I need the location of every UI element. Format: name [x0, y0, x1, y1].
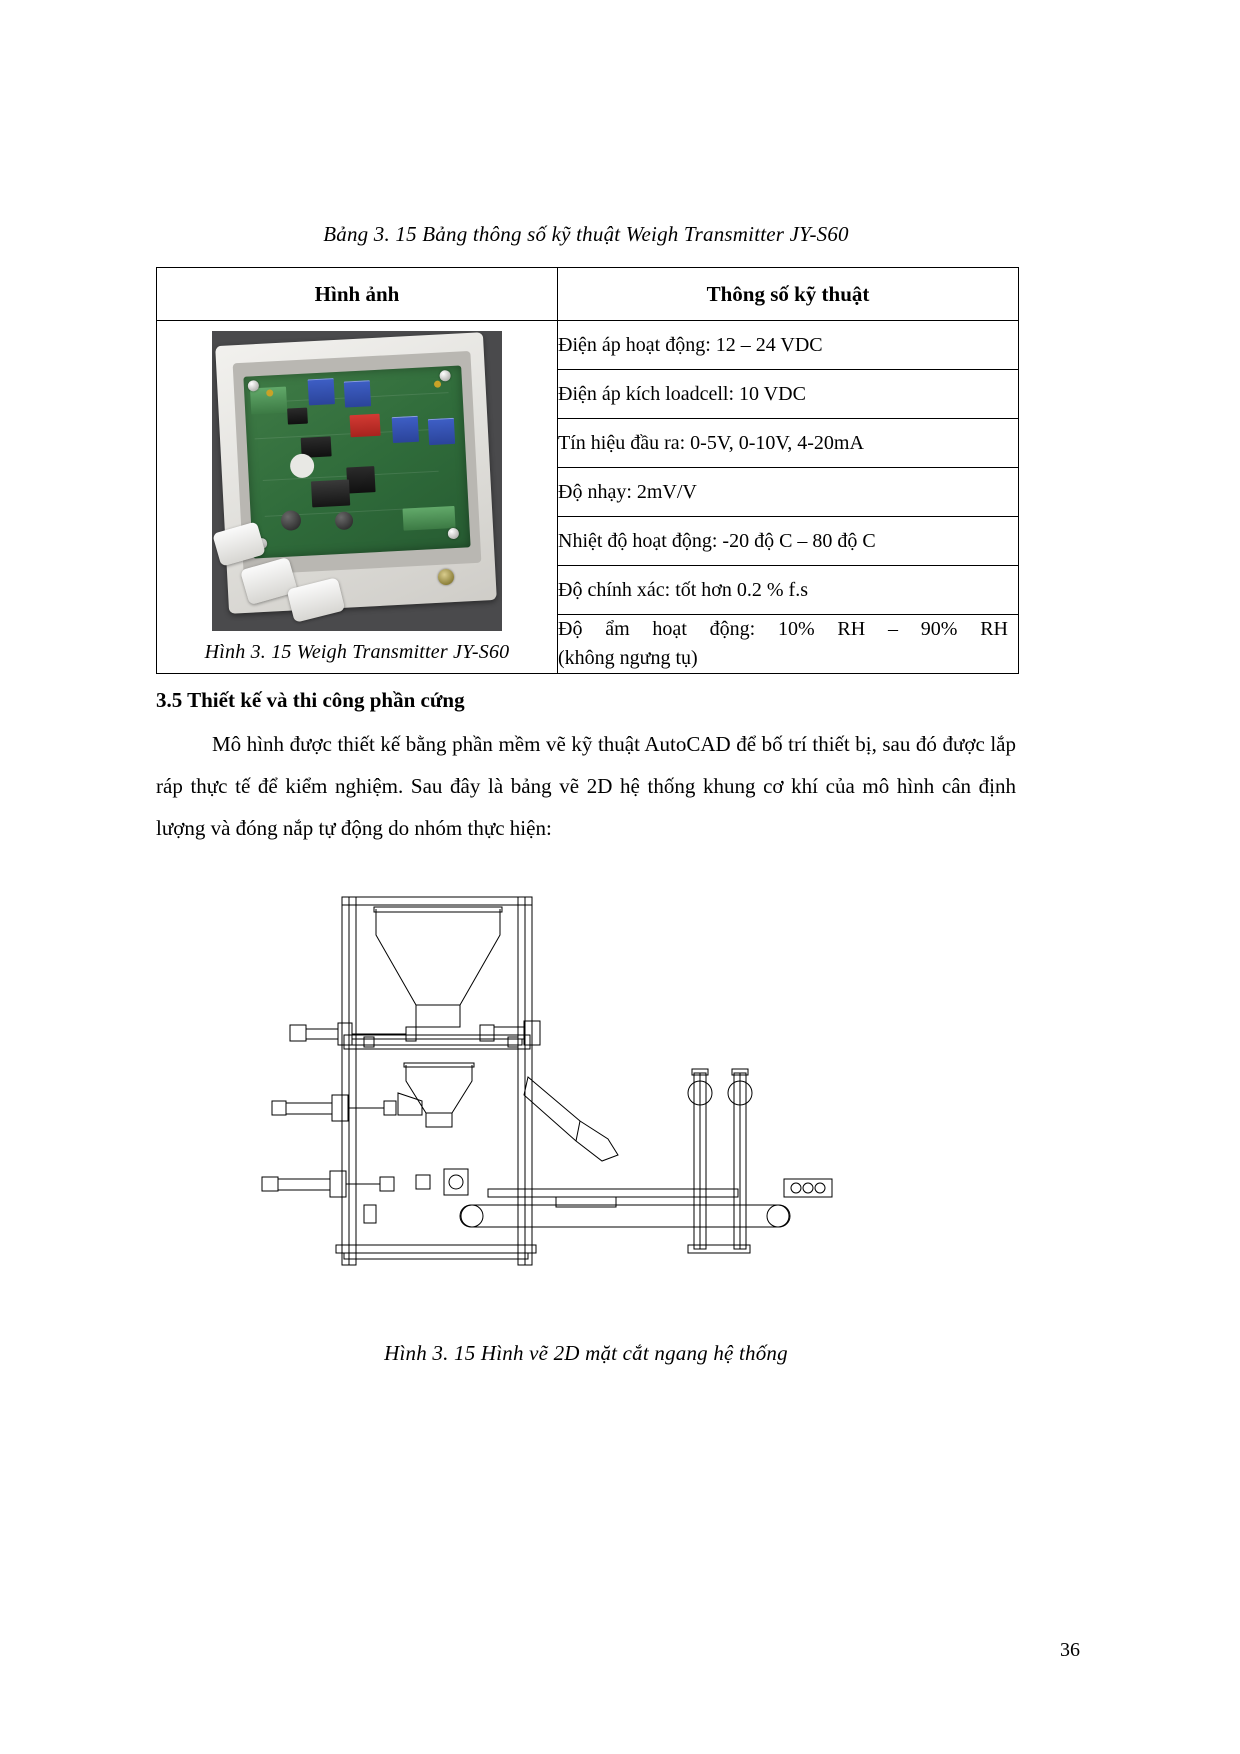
spec-value-sensitivity: Độ nhạy: 2mV/V: [558, 468, 1019, 517]
pcb-board: [243, 365, 470, 558]
spec-table-head: [157, 268, 1019, 321]
image-figure-caption: Hình 3. 15 Weigh Transmitter JY-S60: [204, 640, 510, 663]
spec-value-operating-humidity: [558, 615, 1019, 674]
section-paragraph: Mô hình được thiết kế bằng phần mềm vẽ kỹ thuật AutoCAD để bố trí thiết bị, sau đó được lắp ráp thực tế để kiểm nghiệm. Sau đây là bảng vẽ 2D hệ thống khung cơ khí của mô hình cân định lượng và đóng nắp tự động do nhóm thực hiện:: [156, 732, 1016, 840]
spec-value-operating-voltage: Điện áp hoạt động: 12 – 24 VDC: [558, 321, 1019, 370]
cad-drawing-figure: [156, 879, 1016, 1299]
spec-value-operating-temperature: Nhiệt độ hoạt động: -20 độ C – 80 độ C: [558, 517, 1019, 566]
spec-value-output-signal: Tín hiệu đầu ra: 0-5V, 0-10V, 4-20mA: [558, 419, 1019, 468]
spec-value-loadcell-excitation: Điện áp kích loadcell: 10 VDC: [558, 370, 1019, 419]
page-number: 36: [1060, 1639, 1080, 1661]
table-header-row: [157, 268, 1019, 321]
column-header-image: Hình ảnh: [157, 268, 558, 321]
spec-table-body: [157, 321, 1019, 674]
spec-value-accuracy: Độ chính xác: tốt hơn 0.2 % f.s: [558, 566, 1019, 615]
column-header-spec: Thông số kỹ thuật: [558, 268, 1019, 321]
page-content: [156, 0, 1016, 1366]
mounting-hole: [438, 569, 454, 585]
spec-humidity-line-1: Độ ẩm hoạt động: 10% RH – 90% RH: [558, 618, 1008, 640]
spec-humidity-line-2: (không ngưng tụ): [558, 647, 698, 669]
section-heading-3-5: 3.5 Thiết kế và thi công phần cứng: [156, 688, 465, 712]
product-image-cell: [157, 321, 558, 674]
bottom-figure-caption: Hình 3. 15 Hình vẽ 2D mặt cắt ngang hệ thống: [384, 1341, 788, 1365]
cad-2d-cross-section: [256, 889, 916, 1289]
table-row: [157, 321, 1019, 370]
spec-table: [156, 267, 1019, 674]
table-caption: Bảng 3. 15 Bảng thông số kỹ thuật Weigh Transmitter JY-S60: [323, 222, 849, 246]
weigh-transmitter-pcb-photo: [212, 331, 502, 631]
